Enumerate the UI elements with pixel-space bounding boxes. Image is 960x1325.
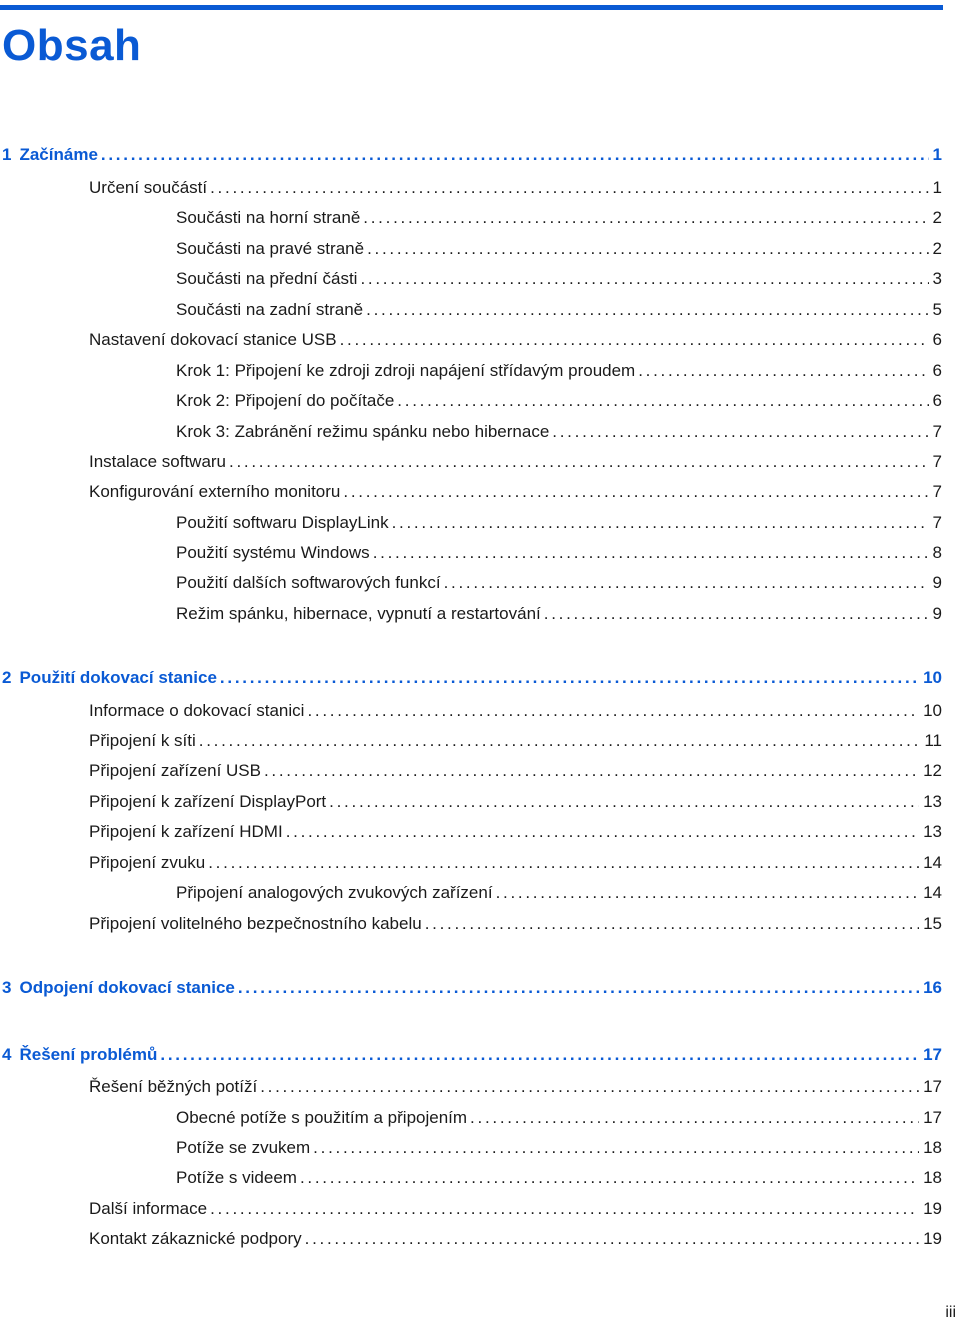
toc-dot-leader: [300, 1166, 919, 1190]
toc-entry[interactable]: [176, 389, 942, 413]
toc-dot-leader: [363, 206, 928, 230]
toc-dot-leader: [101, 143, 929, 167]
page-title: Obsah: [2, 21, 142, 70]
toc-page-number: 18: [923, 1138, 942, 1157]
toc-dot-leader: [340, 328, 929, 352]
toc-entry-label: Další informace: [89, 1199, 208, 1218]
toc-entry[interactable]: [176, 359, 942, 383]
toc-entry-label: Součásti na přední části: [176, 269, 358, 288]
toc-entry-label: Obecné potíže s použitím a připojením: [176, 1108, 468, 1127]
toc-entry[interactable]: [89, 729, 942, 753]
toc-entry-label: Nastavení dokovací stanice USB: [89, 330, 337, 349]
toc-entry-label: Použití dokovací stanice: [19, 668, 217, 687]
toc-entry[interactable]: [176, 1136, 942, 1160]
toc-entry[interactable]: [89, 480, 942, 504]
toc-page-number: 14: [923, 853, 942, 872]
toc-entry[interactable]: [89, 328, 942, 352]
toc-page-number: 7: [932, 482, 942, 501]
toc-dot-leader: [313, 1136, 919, 1160]
toc-entry[interactable]: [89, 759, 942, 783]
toc-dot-leader: [210, 176, 928, 200]
toc-page-number: 16: [923, 978, 942, 997]
toc-page-number: 14: [923, 883, 942, 902]
toc-entry[interactable]: [2, 143, 942, 167]
toc-chapter-number: 1: [2, 145, 12, 164]
toc-entry[interactable]: [89, 790, 942, 814]
toc-entry[interactable]: [176, 267, 942, 291]
toc-dot-leader: [343, 480, 928, 504]
toc-entry-label: Instalace softwaru: [89, 452, 227, 471]
toc-page-number: 7: [932, 452, 942, 471]
toc-entry[interactable]: [89, 699, 942, 723]
toc-entry[interactable]: [176, 541, 942, 565]
toc-entry[interactable]: [176, 571, 942, 595]
toc-page-number: 2: [932, 208, 942, 227]
toc-entry[interactable]: [176, 602, 942, 626]
toc-page-number: 6: [932, 361, 942, 380]
toc-entry-label: Připojení k síti: [89, 731, 196, 750]
toc-dot-leader: [444, 571, 929, 595]
toc-page-number: 10: [923, 701, 942, 720]
toc-page-number: 6: [932, 330, 942, 349]
toc-entry[interactable]: [176, 206, 942, 230]
toc-entry-label: Použití systému Windows: [176, 543, 370, 562]
toc-entry-label: Krok 3: Zabránění režimu spánku nebo hibernace: [176, 422, 550, 441]
toc-entry-label: Určení součástí: [89, 178, 208, 197]
toc-page-number: 17: [923, 1045, 942, 1064]
toc-page-number: 5: [932, 300, 942, 319]
toc-entry[interactable]: [2, 1043, 942, 1067]
toc-dot-leader: [425, 912, 919, 936]
toc-dot-leader: [220, 666, 919, 690]
toc-entry-label: Připojení zvuku: [89, 853, 206, 872]
toc-entry[interactable]: [2, 666, 942, 690]
toc-entry[interactable]: [89, 912, 942, 936]
toc-entry[interactable]: [89, 851, 942, 875]
toc-entry-label: Připojení k zařízení DisplayPort: [89, 792, 327, 811]
toc-page-number: 17: [923, 1108, 942, 1127]
toc-dot-leader: [160, 1043, 919, 1067]
toc-entry[interactable]: [2, 976, 942, 1000]
toc-entry-label: Kontakt zákaznické podpory: [89, 1229, 302, 1248]
toc-entry-label: Připojení zařízení USB: [89, 761, 261, 780]
toc-entry-label: Použití softwaru DisplayLink: [176, 513, 389, 532]
toc-entry-label: Součásti na zadní straně: [176, 300, 364, 319]
toc-page-number: 12: [923, 761, 942, 780]
toc-entry[interactable]: [89, 1075, 942, 1099]
toc-page-number: 17: [923, 1077, 942, 1096]
toc-page-number: 2: [932, 239, 942, 258]
toc-page-number: 1: [932, 178, 942, 197]
toc-entry[interactable]: [176, 237, 942, 261]
toc-page-number: 11: [924, 731, 942, 750]
toc-dot-leader: [544, 602, 929, 626]
toc-entry[interactable]: [89, 176, 942, 200]
toc-entry-label: Řešení problémů: [19, 1045, 158, 1064]
toc-dot-leader: [638, 359, 928, 383]
toc-page-number: 10: [923, 668, 942, 687]
toc-entry[interactable]: [176, 1106, 942, 1130]
toc-entry[interactable]: [176, 511, 942, 535]
toc-dot-leader: [329, 790, 919, 814]
toc-entry-label: Krok 1: Připojení ke zdroji zdroji napájení střídavým proudem: [176, 361, 636, 380]
footer-page-number: iii: [945, 1304, 956, 1321]
toc-dot-leader: [199, 729, 921, 753]
toc-dot-leader: [264, 759, 919, 783]
toc-page-number: 7: [932, 422, 942, 441]
toc-dot-leader: [305, 1227, 919, 1251]
toc-entry[interactable]: [89, 450, 942, 474]
toc-page-number: 3: [932, 269, 942, 288]
toc-entry-label: Připojení analogových zvukových zařízení: [176, 883, 493, 902]
toc-chapter-number: 4: [2, 1045, 12, 1064]
toc-entry-label: Informace o dokovací stanici: [89, 701, 305, 720]
toc-dot-leader: [367, 237, 928, 261]
toc-page-number: 19: [923, 1199, 942, 1218]
toc-page-number: 19: [923, 1229, 942, 1248]
toc-entry[interactable]: [89, 1227, 942, 1251]
toc-dot-leader: [470, 1106, 919, 1130]
toc-entry-label: Odpojení dokovací stanice: [19, 978, 235, 997]
toc-entry[interactable]: [176, 298, 942, 322]
toc-dot-leader: [360, 267, 928, 291]
toc-entry[interactable]: [176, 881, 942, 905]
toc-entry-label: Připojení k zařízení HDMI: [89, 822, 283, 841]
toc-entry-label: Řešení běžných potíží: [89, 1077, 258, 1096]
toc-page-number: 6: [932, 391, 942, 410]
toc-page-number: 18: [923, 1168, 942, 1187]
toc-dot-leader: [260, 1075, 919, 1099]
toc-entry-label: Součásti na horní straně: [176, 208, 361, 227]
toc-dot-leader: [238, 976, 919, 1000]
toc-entry-label: Součásti na pravé straně: [176, 239, 365, 258]
toc-page-number: 1: [932, 145, 942, 164]
toc-entry[interactable]: [176, 1166, 942, 1190]
toc-page-number: 15: [923, 914, 942, 933]
toc-page-number: 9: [932, 573, 942, 592]
toc-entry-label: Potíže s videem: [176, 1168, 297, 1187]
toc-entry-label: Krok 2: Připojení do počítače: [176, 391, 395, 410]
toc-chapter-number: 3: [2, 978, 12, 997]
toc-dot-leader: [208, 851, 919, 875]
toc-dot-leader: [392, 511, 929, 535]
toc-entry-label: Připojení volitelného bezpečnostního kabelu: [89, 914, 422, 933]
toc-page-number: 9: [932, 604, 942, 623]
toc-page-number: 7: [932, 513, 942, 532]
toc-dot-leader: [496, 881, 920, 905]
toc-entry-label: Začínáme: [19, 145, 98, 164]
toc-dot-leader: [307, 699, 919, 723]
toc-entry-label: Konfigurování externího monitoru: [89, 482, 341, 501]
toc-entry[interactable]: [89, 1197, 942, 1221]
toc-entry-label: Potíže se zvukem: [176, 1138, 311, 1157]
toc-page-number: 13: [923, 792, 942, 811]
toc-dot-leader: [366, 298, 928, 322]
toc-dot-leader: [373, 541, 929, 565]
toc-entry[interactable]: [89, 820, 942, 844]
toc-chapter-number: 2: [2, 668, 12, 687]
toc-page-number: 8: [932, 543, 942, 562]
toc-entry-label: Použití dalších softwarových funkcí: [176, 573, 441, 592]
toc-dot-leader: [552, 420, 928, 444]
toc-entry-label: Režim spánku, hibernace, vypnutí a restartování: [176, 604, 541, 623]
toc-dot-leader: [397, 389, 928, 413]
toc-entry[interactable]: [176, 420, 942, 444]
toc-dot-leader: [229, 450, 929, 474]
toc-dot-leader: [286, 820, 919, 844]
toc-page-number: 13: [923, 822, 942, 841]
toc-dot-leader: [210, 1197, 919, 1221]
